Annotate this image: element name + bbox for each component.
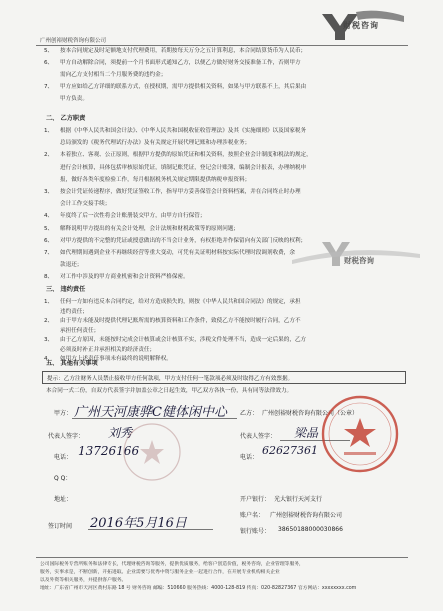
clause-number: 6、	[44, 60, 54, 66]
clause-number: 7、	[44, 250, 54, 256]
notice-box	[42, 371, 406, 384]
clause-text: 会计工作交接手续；	[60, 201, 111, 208]
party-a-name-line	[72, 418, 237, 419]
clause-text: 对工作中涉及的甲方商业机密和会计资料严格保密。	[60, 274, 189, 281]
clause-text: 按本合同规定及时足额地支付代理费用，若期按每天万分之五计算利息，本合同结算货币为人民币；	[60, 48, 307, 54]
clause-text: 如甲方上述责任事项未有最终的说明解释权。	[60, 356, 172, 362]
clause-number: 2、	[44, 152, 54, 159]
party-b-rep-label: 代表人签字：	[240, 433, 277, 440]
clause-text: 解释说明甲方提出的有关会计处理，会计法规和财税政策等的原则问题；	[60, 225, 240, 232]
footer-line: 地址：广东省广州市天河区黄村东路 18 号 财务咨询 邮编：510660 服务热线：4000-128-819 传真：020-82827367 官方网站：xxxxxxxx.com	[40, 586, 357, 591]
party-b-account-no: 38650188000030866	[278, 526, 343, 533]
clause-text: 甲方应如给乙方详细的联系方式，在授权期，需甲方提供相关资料，如果与甲方联系不上，其后果由	[60, 84, 307, 90]
clause-text: 必须及时补正并承担相关的经济责任；	[60, 346, 156, 353]
party-a-date-handwritten: 2016年5月16日	[90, 516, 187, 531]
logo-text: 财税咨询	[343, 21, 379, 30]
clause-text: 违约责任；	[60, 308, 88, 315]
notice-text: 提示：乙方注财务人员禁止接收甲方任何款项，甲方支付任何一笔款项必须及时取得乙方有效票据。	[47, 376, 294, 382]
party-b-phone-handwritten: 62627361	[262, 444, 318, 457]
clause-number: 7、	[44, 84, 54, 90]
clause-text: 对甲方提供的不完整的凭证或授意做出的不当会计业务，有权拒绝并作保留向有关部门反映的权利；	[60, 237, 307, 244]
clause-text: 进行会计核算，具体包括审核原始凭证，填制记账凭证，登记会计账簿，编制会计报表，办理纳税申	[60, 164, 307, 171]
date-line	[88, 529, 213, 530]
party-a-address-label: 地址：	[54, 496, 73, 503]
clause-text: 甲方负责。	[60, 96, 88, 102]
clause-text: 按会计凭证传递程序，做好凭证签收工作，指导甲方妥善保管会计资料档案，并在合同终止时办理	[60, 189, 301, 195]
party-b-company-seal-icon	[318, 392, 402, 476]
clause-text: 由于乙方原因，未能按时完成会计核算或会计核算不实，涉税文件处理不当，造成一定后果的，乙方	[60, 337, 307, 343]
clause-number: 4、	[44, 213, 54, 220]
party-b-name: 广州创裕财税咨询有限公司（公章）	[262, 410, 359, 417]
section-2-title: 二、 乙方职责	[46, 115, 86, 122]
clause-number: 5、	[44, 225, 54, 232]
party-b-label: 乙方：	[240, 410, 259, 417]
footer-divider	[36, 557, 408, 558]
clause-text: 承担任何责任；	[60, 327, 100, 334]
clause-text: 本着独立、客观、公正原则，根据甲方提供的原始凭证和相关资料，按照企业会计制度和税法的规定，	[60, 152, 312, 159]
watermark-text: 财税咨询	[344, 256, 374, 265]
clause-text: 总局颁发的《税务代理试行办法》及有关规定开展代理记账和办理涉税业务；	[60, 140, 251, 147]
footer-line: 公司国际税务专营所账务和法律专长，代理财税咨询等服务，提供优质服务，给客户创造价值，税务咨询，企业管理等服务，	[40, 562, 304, 567]
clause-number: 8、	[44, 274, 54, 281]
party-a-phone-label: 电话：	[54, 454, 73, 461]
party-a-rep-label: 代表人签字：	[48, 433, 85, 440]
section-5-title: 五、 其他有关事项	[46, 360, 98, 367]
clause-text: 报，做好各类年度检验工作，每月根据税务机关规定期限提供纳税申报资料；	[60, 176, 251, 183]
clause-text: 需向乙方支付相当二个月服务费的违约金；	[60, 72, 167, 78]
clause-text: 甲方自动解除合同，须提前一个月书面形式通知乙方，以便乙方做好财务交接准备工作，否则甲方	[60, 60, 301, 66]
clause-number: 1、	[44, 299, 54, 305]
party-a-phone-handwritten: 13726166	[78, 444, 140, 458]
effective-clause: 本合同一式二份，自双方代表签字并加盖公章之日起生效，甲乙双方各执一份，具有同等法律效力。	[46, 388, 293, 394]
clause-number: 6、	[44, 237, 54, 244]
party-a-qq-label: Q Q：	[54, 475, 72, 482]
party-b-bank: 光大银行天河支行	[274, 496, 323, 503]
clause-number: 4、	[44, 356, 54, 362]
footer-line: 以及外资等相关服务，并提供客户服务。	[40, 578, 127, 583]
party-b-account-name-label: 账户名：	[240, 512, 265, 519]
clause-number: 1、	[44, 128, 54, 134]
footer-line: 服务，实事求是，不断创新，开拓进取。企业需要与优秀中资与服务企业一起进行合作，在开展专业机构相关企业	[40, 570, 280, 575]
clause-number: 2、	[44, 318, 54, 324]
party-b-rep-signature: 梁晶	[294, 426, 319, 440]
header-divider	[36, 45, 408, 46]
clause-number: 3、	[44, 189, 54, 195]
clause-text: 如代理期间遇到企业不再继续经营等重大变动，可凭有关证明材料按实际代理时段调剂收费，余	[60, 250, 295, 256]
party-a-rep-signature: 刘秀	[108, 426, 133, 440]
party-a-stamp-icon	[120, 420, 184, 484]
party-b-phone-label: 电话：	[240, 454, 259, 461]
party-b-account-no-label: 银行账号：	[240, 528, 271, 535]
header-company-name: 广州创裕财税咨询有限公司	[40, 38, 107, 44]
clause-text: 由于甲方未能及时提供代理记账所需的核算资料和工作条件，致使乙方不能按时履行合同，乙方不	[60, 318, 301, 324]
clause-number: 5、	[44, 48, 54, 54]
party-a-name-handwritten: 广州天河康骅C健体闲中心	[74, 405, 227, 420]
clause-text: 年度终了后一次性将会计账册装交甲方，由甲方自行保管；	[60, 213, 206, 220]
clause-text: 款退还；	[60, 262, 83, 269]
clause-number: 3、	[44, 337, 54, 343]
clause-text: 根据《中华人民共和国会计法》、《中华人民共和国税收征收管理法》及其《实施细则》以及国家税务	[60, 128, 307, 134]
party-a-date-label: 签订时间	[48, 523, 73, 530]
party-b-bank-label: 开户银行：	[240, 496, 271, 503]
party-a-label: 甲方：	[54, 410, 73, 417]
section-3-title: 三、 违约责任	[46, 286, 86, 293]
party-b-account-name: 广州创裕财税咨询有限公司	[270, 512, 343, 519]
clause-text: 任何一方如有违反本合同约定，给对方造成损失的，则按《中华人民共和国合同法》的规定，承担	[60, 299, 301, 305]
